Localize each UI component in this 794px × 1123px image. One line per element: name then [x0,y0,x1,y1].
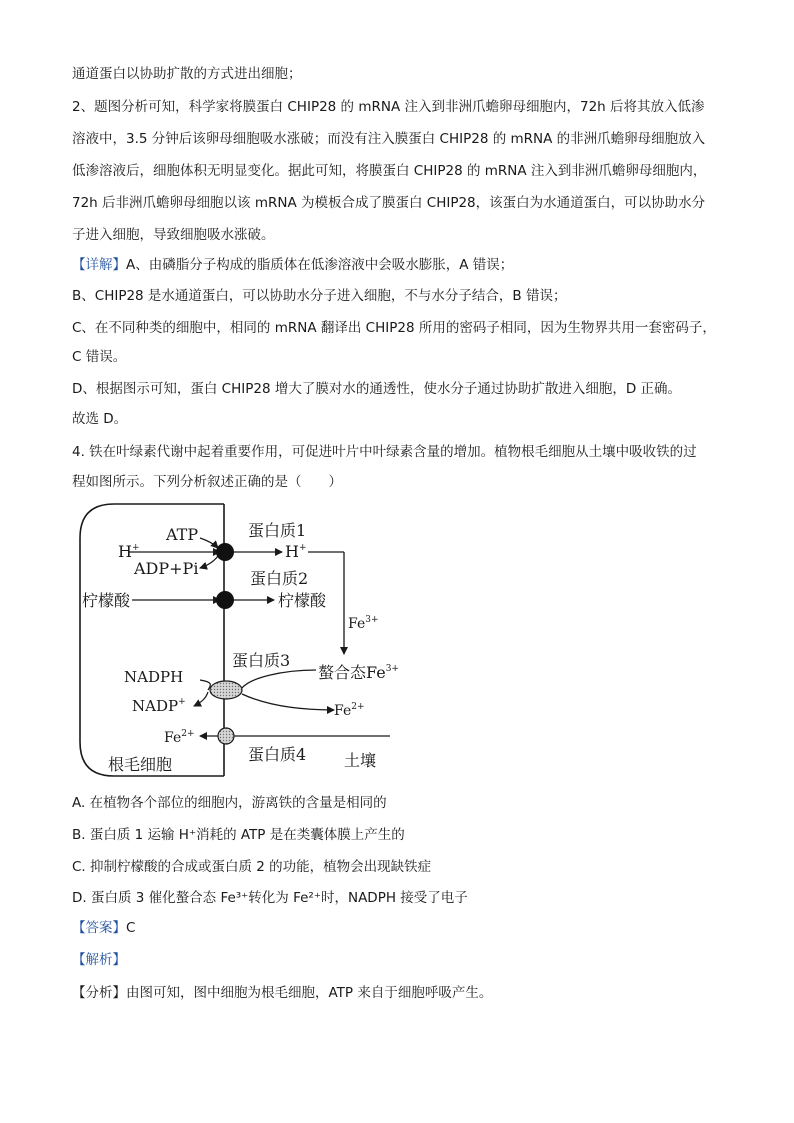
text-line: 低渗溶液后，细胞体积无明显变化。据此可知，将膜蛋白 CHIP28 的 mRNA 注入到非洲爪蟾卵母细胞内， [72,163,707,179]
detail-line: C 错误。 [72,349,127,365]
h-out-label: H+ [285,542,307,561]
fe3-label: $Fe^{3+}$ [348,615,379,632]
nadp-label: NADP+ [132,697,186,715]
adp-pi-label: ADP+Pi [134,559,199,578]
protein2-marker [216,591,234,609]
iron-uptake-diagram [72,496,402,786]
option-c: C. 抑制柠檬酸的合成或蛋白质 2 的功能，植物会出现缺铁症 [72,859,432,875]
answer-value: C [126,920,136,936]
question-stem: 程如图所示。下列分析叙述正确的是（ ） [72,474,342,490]
option-d: D. 蛋白质 3 催化螯合态 Fe³⁺转化为 Fe²⁺时，NADPH 接受了电子 [72,890,468,906]
detail-label: 【详解】 [72,257,126,273]
analysis-label: 【解析】 [72,952,126,968]
protein3-label: 蛋白质3 [232,651,291,670]
fe2-cell-label: $Fe^{2+}$ [164,729,195,746]
protein1-label: 蛋白质1 [248,521,307,540]
analysis-sub-label: 【分析】 [72,985,126,1001]
detail-line: 故选 D。 [72,411,128,427]
text-line: 子进入细胞，导致细胞吸水涨破。 [72,227,275,243]
detail-text: A、由磷脂分子构成的脂质体在低渗溶液中会吸水膨胀，A 错误； [126,257,514,273]
protein1-marker [216,543,234,561]
cell-outline [80,504,224,776]
text-line: 2、题图分析可知，科学家将膜蛋白 CHIP28 的 mRNA 注入到非洲爪蟾卵母细胞内，72h 后将其放入低渗 [72,99,705,115]
citric-acid-in-label: 柠檬酸 [82,591,131,610]
h-in-label: H+ [118,542,140,561]
protein4-label: 蛋白质4 [248,745,307,764]
fe2-soil-label: $Fe^{2+}$ [334,702,365,719]
answer-label: 【答案】 [72,920,126,936]
protein3-marker [210,681,242,699]
text-line: 72h 后非洲爪蟾卵母细胞以该 mRNA 为模板合成了膜蛋白 CHIP28，该蛋白为水通道蛋白，可以协助水分 [72,195,706,211]
question-stem: 4. 铁在叶绿素代谢中起着重要作用，可促进叶片中叶绿素含量的增加。植物根毛细胞从土壤中吸收铁的过 [72,444,697,460]
option-b: B. 蛋白质 1 运输 H⁺消耗的 ATP 是在类囊体膜上产生的 [72,827,405,843]
text-line: 溶液中，3.5 分钟后该卵母细胞吸水涨破；而没有注入膜蛋白 CHIP28 的 mRNA 的非洲爪蟾卵母细胞放入 [72,131,706,147]
root-hair-cell-label: 根毛细胞 [108,755,173,774]
atp-label: ATP [166,525,199,544]
analysis-text: 由图可知，图中细胞为根毛细胞，ATP 来自于细胞呼吸产生。 [126,985,493,1001]
protein4-marker [218,728,234,744]
citric-acid-out-label: 柠檬酸 [278,591,327,610]
detail-line: C、在不同种类的细胞中，相同的 mRNA 翻译出 CHIP28 所用的密码子相同，因为生物界共用一套密码子， [72,320,716,336]
detail-line: B、CHIP28 是水通道蛋白，可以协助水分子进入细胞，不与水分子结合，B 错误； [72,288,567,304]
detail-line-a [72,255,513,275]
chelate-label: 螯合态$Fe^{3+}$ [318,663,399,682]
nadph-label: NADPH [124,668,184,686]
detail-line: D、根据图示可知，蛋白 CHIP28 增大了膜对水的通透性，使水分子通过协助扩散进入细胞，D 正确。 [72,381,682,397]
protein2-label: 蛋白质2 [250,569,309,588]
answer-line [72,918,135,938]
text-line: 通道蛋白以协助扩散的方式进出细胞； [72,66,302,82]
soil-label: 土壤 [344,751,377,770]
option-a: A. 在植物各个部位的细胞内，游离铁的含量是相同的 [72,795,387,811]
analysis-line [72,983,492,1003]
